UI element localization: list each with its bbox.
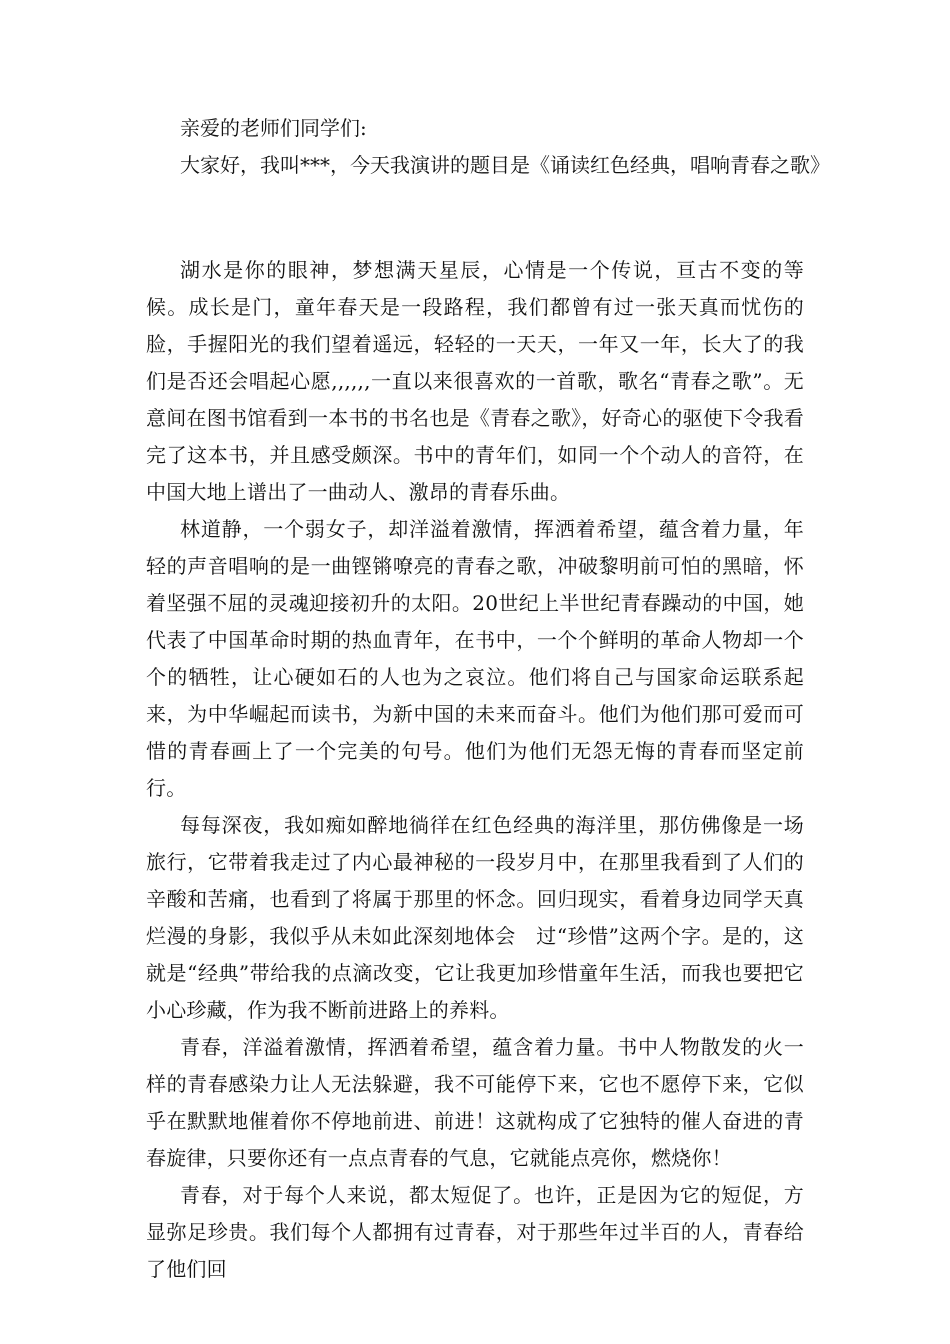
speech-body	[146, 252, 804, 1288]
salutation: 亲爱的老师们同学们:	[180, 116, 367, 140]
greeting-block	[146, 110, 830, 184]
paragraph: 湖水是你的眼神，梦想满天星辰，心情是一个传说，亘古不变的等候。成长是门，童年春天是一段路程，我们都曾有过一张天真而忧伤的脸，手握阳光的我们望着遥远，轻轻的一天天，一年又一年，长大了的我们是否还会唱起心愿,,,,,,一直以来很喜欢的一首歌，歌名“青春之歌”。无意间在图书馆看到一本书的书名也是《青春之歌》，好奇心的驱使下令我看完了这本书，并且感受颇深。书中的青年们，如同一个个动人的音符，在中国大地上谱出了一曲动人、激昂的青春乐曲。	[146, 258, 804, 504]
paragraph: 青春，洋溢着激情，挥洒着希望，蕴含着力量。书中人物散发的火一样的青春感染力让人无法躲避，我不可能停下来，它也不愿停下来，它似乎在默默地催着你不停地前进、前进！这就构成了它独特的催人奋进的青春旋律，只要你还有一点点青春的气息，它就能点亮你，燃烧你！	[146, 1035, 804, 1170]
paragraph: 每每深夜，我如痴如醉地徜徉在红色经典的海洋里，那仿佛像是一场旅行，它带着我走过了内心最神秘的一段岁月中，在那里我看到了人们的辛酸和苦痛，也看到了将属于那里的怀念。回归现实，看着身边同学天真烂漫的身影，我似乎从未如此深刻地体会 过“珍惜”这两个字。是的，这就是“经典”带给我的点滴改变，它让我更加珍惜童年生活，而我也要把它小心珍藏，作为我不断前进路上的养料。	[146, 813, 804, 1022]
paragraph: 林道静，一个弱女子，却洋溢着激情，挥洒着希望，蕴含着力量，年轻的声音唱响的是一曲铿锵嘹亮的青春之歌，冲破黎明前可怕的黑暗，怀着坚强不屈的灵魂迎接初升的太阳。20世纪上半世纪青春躁动的中国，她代表了中国革命时期的热血青年，在书中，一个个鲜明的革命人物却一个个的牺牲，让心硬如石的人也为之哀泣。他们将自己与国家命运联系起来，为中华崛起而读书，为新中国的未来而奋斗。他们为他们那可爱而可惜的青春画上了一个完美的句号。他们为他们无怨无悔的青春而坚定前行。	[146, 517, 804, 800]
intro-line: 大家好，我叫***，今天我演讲的题目是《诵读红色经典，唱响青春之歌》	[180, 153, 830, 177]
paragraph: 青春，对于每个人来说，都太短促了。也许，正是因为它的短促，方显弥足珍贵。我们每个人都拥有过青春，对于那些年过半百的人，青春给了他们回	[146, 1183, 804, 1281]
